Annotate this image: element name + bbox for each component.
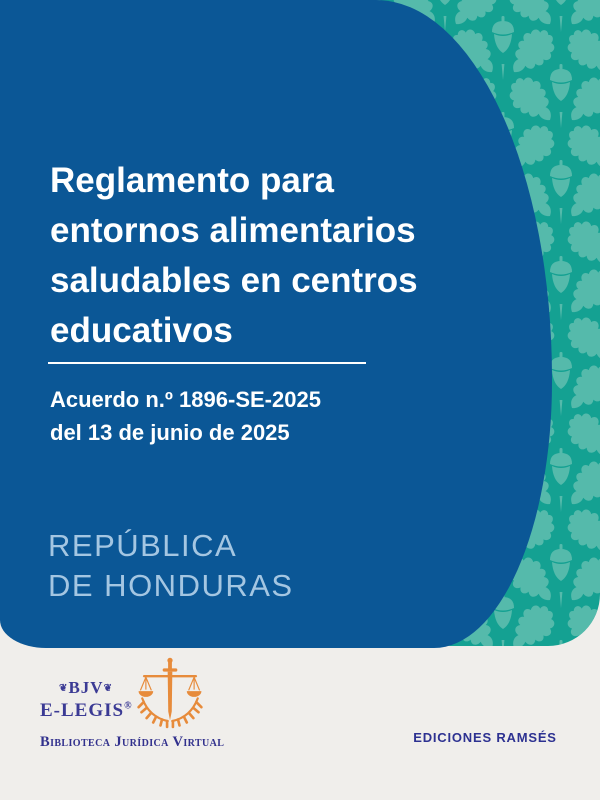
cover-title bbox=[50, 156, 418, 356]
title-line: saludables en centros bbox=[50, 261, 418, 300]
scales-of-justice-icon bbox=[132, 656, 208, 732]
divider-line bbox=[48, 362, 366, 364]
title-line: educativos bbox=[50, 311, 233, 350]
logo-caption: Biblioteca Jurídica Virtual bbox=[40, 734, 225, 750]
floral-heart-icon: ❦ bbox=[59, 683, 69, 694]
footer-strip bbox=[0, 648, 600, 800]
logo-brand-row bbox=[40, 700, 132, 722]
trademark-symbol: ® bbox=[124, 700, 133, 712]
bjv-elegis-logo bbox=[40, 656, 225, 751]
country-line: DE HONDURAS bbox=[48, 568, 294, 603]
subtitle-line: Acuerdo n.º 1896-SE-2025 bbox=[50, 387, 321, 412]
country-name bbox=[48, 526, 294, 606]
title-line: Reglamento para bbox=[50, 161, 334, 200]
logo-acronym: BJV bbox=[68, 678, 104, 697]
title-line: entornos alimentarios bbox=[50, 211, 416, 250]
logo-brand: E-LEGIS bbox=[40, 700, 125, 721]
subtitle-line: del 13 de junio de 2025 bbox=[50, 420, 290, 445]
floral-heart-icon: ❦ bbox=[103, 683, 113, 694]
publisher-name: EDICIONES RAMSÉS bbox=[413, 730, 557, 745]
logo-acronym-row bbox=[40, 678, 132, 698]
agreement-subtitle bbox=[50, 383, 321, 449]
country-line: REPÚBLICA bbox=[48, 528, 238, 563]
